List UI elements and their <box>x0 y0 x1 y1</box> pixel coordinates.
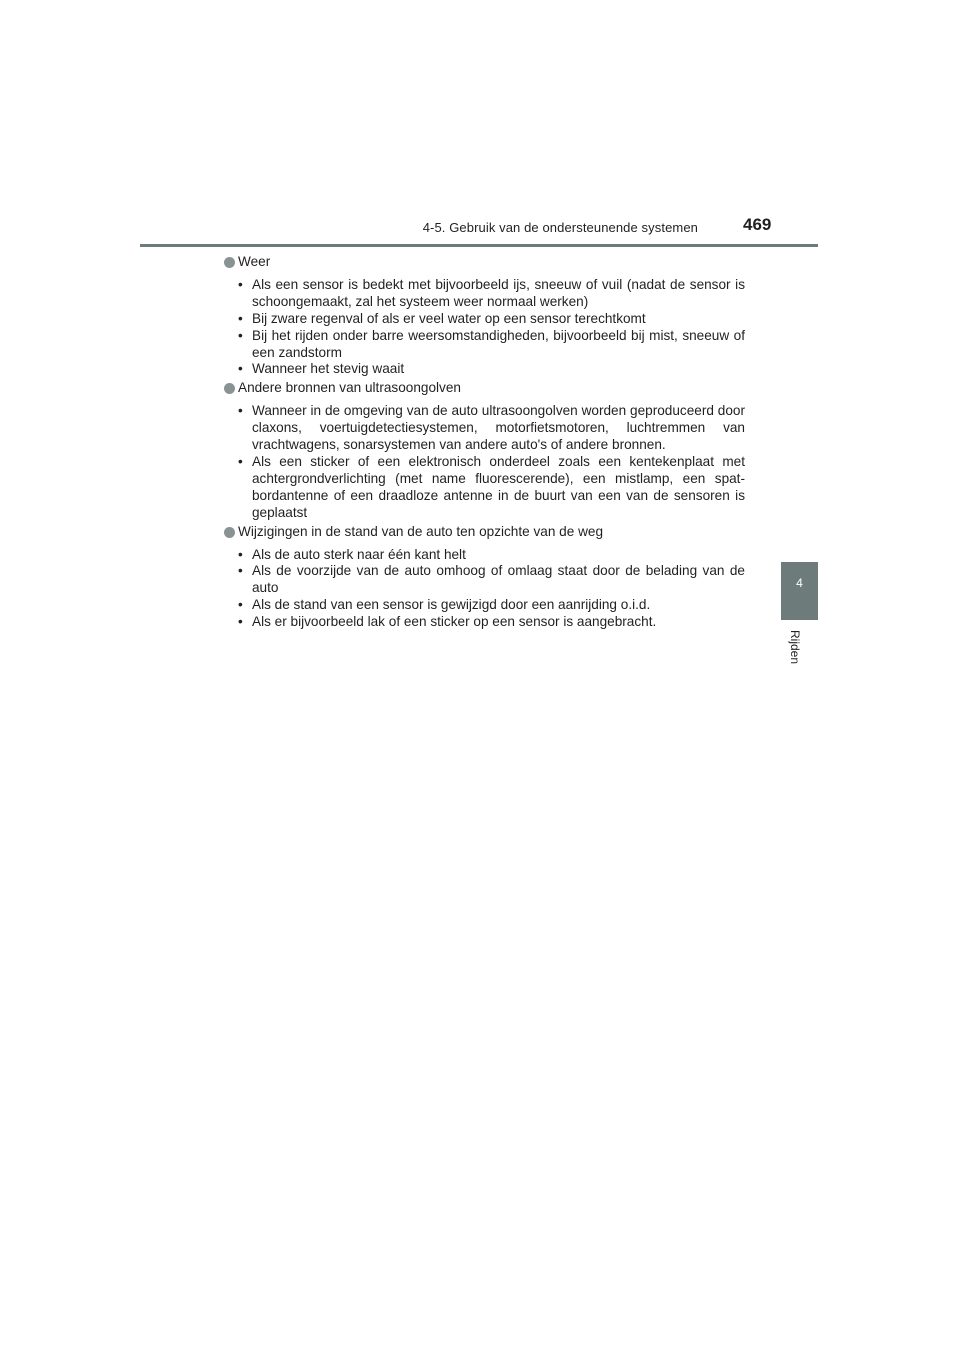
section-title: 4-5. Gebruik van de ondersteunende systemen <box>422 220 698 235</box>
section-heading <box>224 380 745 397</box>
bullet-icon: • <box>238 614 243 630</box>
list-item-text: Als een sensor is bedekt met bijvoorbeeld ijs, sneeuw of vuil (nadat de sensor is schoongemaakt, zal het systeem weer normaal werken) <box>252 276 745 309</box>
page-number: 469 <box>743 215 772 234</box>
list-item-text: Als er bijvoorbeeld lak of een sticker op een sensor is aangebracht. <box>252 614 657 630</box>
bullet-icon: • <box>238 361 243 377</box>
list-item <box>224 547 745 564</box>
list-item-text: Als de voorzijde van de auto omhoog of omlaag staat door de belading van de auto <box>252 563 745 596</box>
section-heading-text: Andere bronnen van ultrasoongolven <box>238 380 461 396</box>
list-item <box>224 563 745 597</box>
item-list <box>224 547 745 632</box>
bullet-dot-icon <box>224 527 235 538</box>
bullet-icon: • <box>238 327 243 343</box>
list-item-text: Bij het rijden onder barre weersomstandigheden, bijvoorbeeld bij mist, sneeuw of een zandstorm <box>252 327 745 360</box>
bullet-icon: • <box>238 597 243 613</box>
section-heading-text: Weer <box>238 254 271 269</box>
item-list <box>224 277 745 378</box>
bullet-dot-icon <box>224 383 235 394</box>
list-item-text: Bij zware regenval of als er veel water op een sensor terechtkomt <box>252 310 646 326</box>
bullet-dot-icon <box>224 257 235 268</box>
section-ultrasonic-sources <box>224 380 745 521</box>
bullet-icon: • <box>238 310 243 326</box>
section-heading <box>224 524 745 541</box>
list-item <box>224 454 745 522</box>
list-item-text: Als een sticker of een elektronisch onderdeel zoals een kentekenplaat met achtergrondverlichting (met name fluorescerende), een mistlamp, een spat-bordantenne of een draadloze antenne in de buurt van een van de sensoren is geplaatst <box>252 453 745 520</box>
bullet-icon: • <box>238 276 243 292</box>
chapter-tab <box>781 562 818 620</box>
list-item <box>224 328 745 362</box>
list-item <box>224 614 745 631</box>
bullet-icon: • <box>238 403 243 419</box>
list-item-text: Als de auto sterk naar één kant helt <box>252 546 466 562</box>
list-item-text: Wanneer in de omgeving van de auto ultrasoongolven worden geproduceerd door claxons, voertuigdetectiesystemen, motorfietsmotoren, luchtremmen van vrachtwagens, sonarsystemen van andere auto's of andere bronnen. <box>252 403 745 453</box>
list-item-text: Wanneer het stevig waait <box>252 361 405 377</box>
list-item <box>224 597 745 614</box>
list-item-text: Als de stand van een sensor is gewijzigd door een aanrijding o.i.d. <box>252 597 651 613</box>
list-item <box>224 277 745 311</box>
bullet-icon: • <box>238 546 243 562</box>
item-list <box>224 403 745 521</box>
section-heading <box>224 254 745 271</box>
section-weather <box>224 254 745 378</box>
chapter-label: Rijden <box>788 630 802 665</box>
section-heading-text: Wijzigingen in de stand van de auto ten opzichte van de weg <box>238 523 604 539</box>
main-content <box>224 254 745 631</box>
list-item <box>224 403 745 454</box>
list-item <box>224 311 745 328</box>
bullet-icon: • <box>238 453 243 469</box>
chapter-number: 4 <box>796 576 803 590</box>
header-divider <box>140 244 818 247</box>
section-vehicle-stance <box>224 524 745 631</box>
list-item <box>224 361 745 378</box>
bullet-icon: • <box>238 563 243 579</box>
